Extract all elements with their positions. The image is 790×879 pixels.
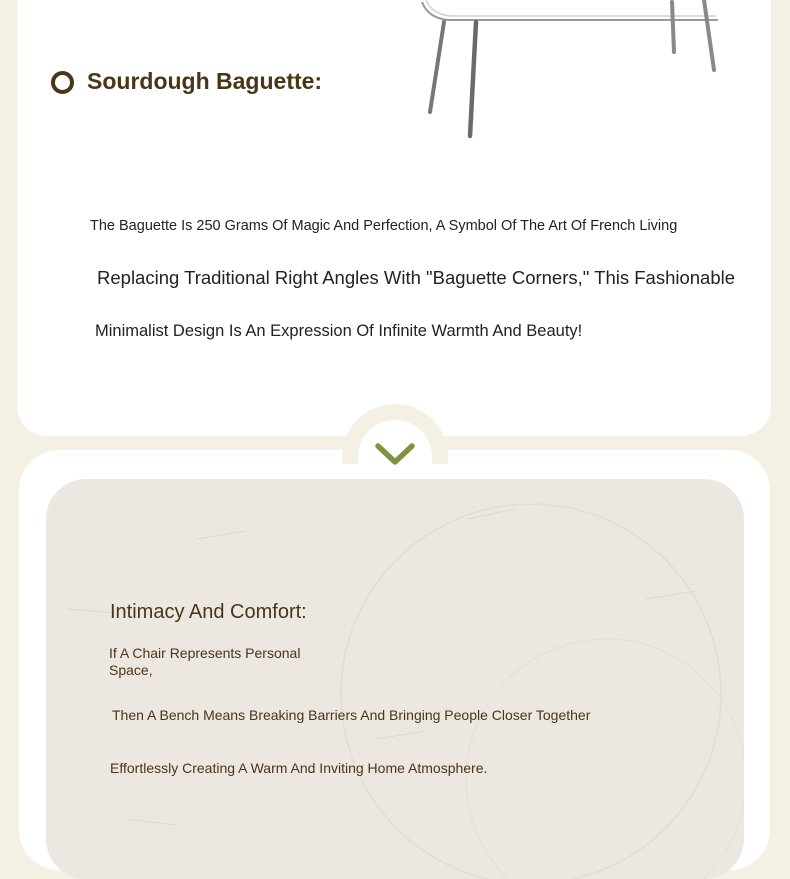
- paragraph-1: If A Chair Represents Personal Space,: [109, 645, 301, 678]
- section-title: Sourdough Baguette:: [87, 68, 323, 94]
- chevron-down-icon: [373, 438, 417, 468]
- textured-paper-panel: [46, 479, 744, 879]
- bullet-ring-icon: [51, 71, 74, 94]
- bench-illustration: [418, 0, 728, 142]
- paragraph-2: Then A Bench Means Breaking Barriers And Bringing People Closer Together: [112, 707, 591, 723]
- description-line-2: Replacing Traditional Right Angles With "Baguette Corners," This Fashionable: [97, 267, 736, 288]
- paragraph-3: Effortlessly Creating A Warm And Inviting Home Atmosphere.: [110, 760, 488, 776]
- description-line-3: Minimalist Design Is An Expression Of Infinite Warmth And Beauty!: [95, 322, 583, 340]
- description-line-1: The Baguette Is 250 Grams Of Magic And Perfection, A Symbol Of The Art Of French Living: [90, 218, 678, 234]
- section-title-2: Intimacy And Comfort:: [110, 601, 307, 623]
